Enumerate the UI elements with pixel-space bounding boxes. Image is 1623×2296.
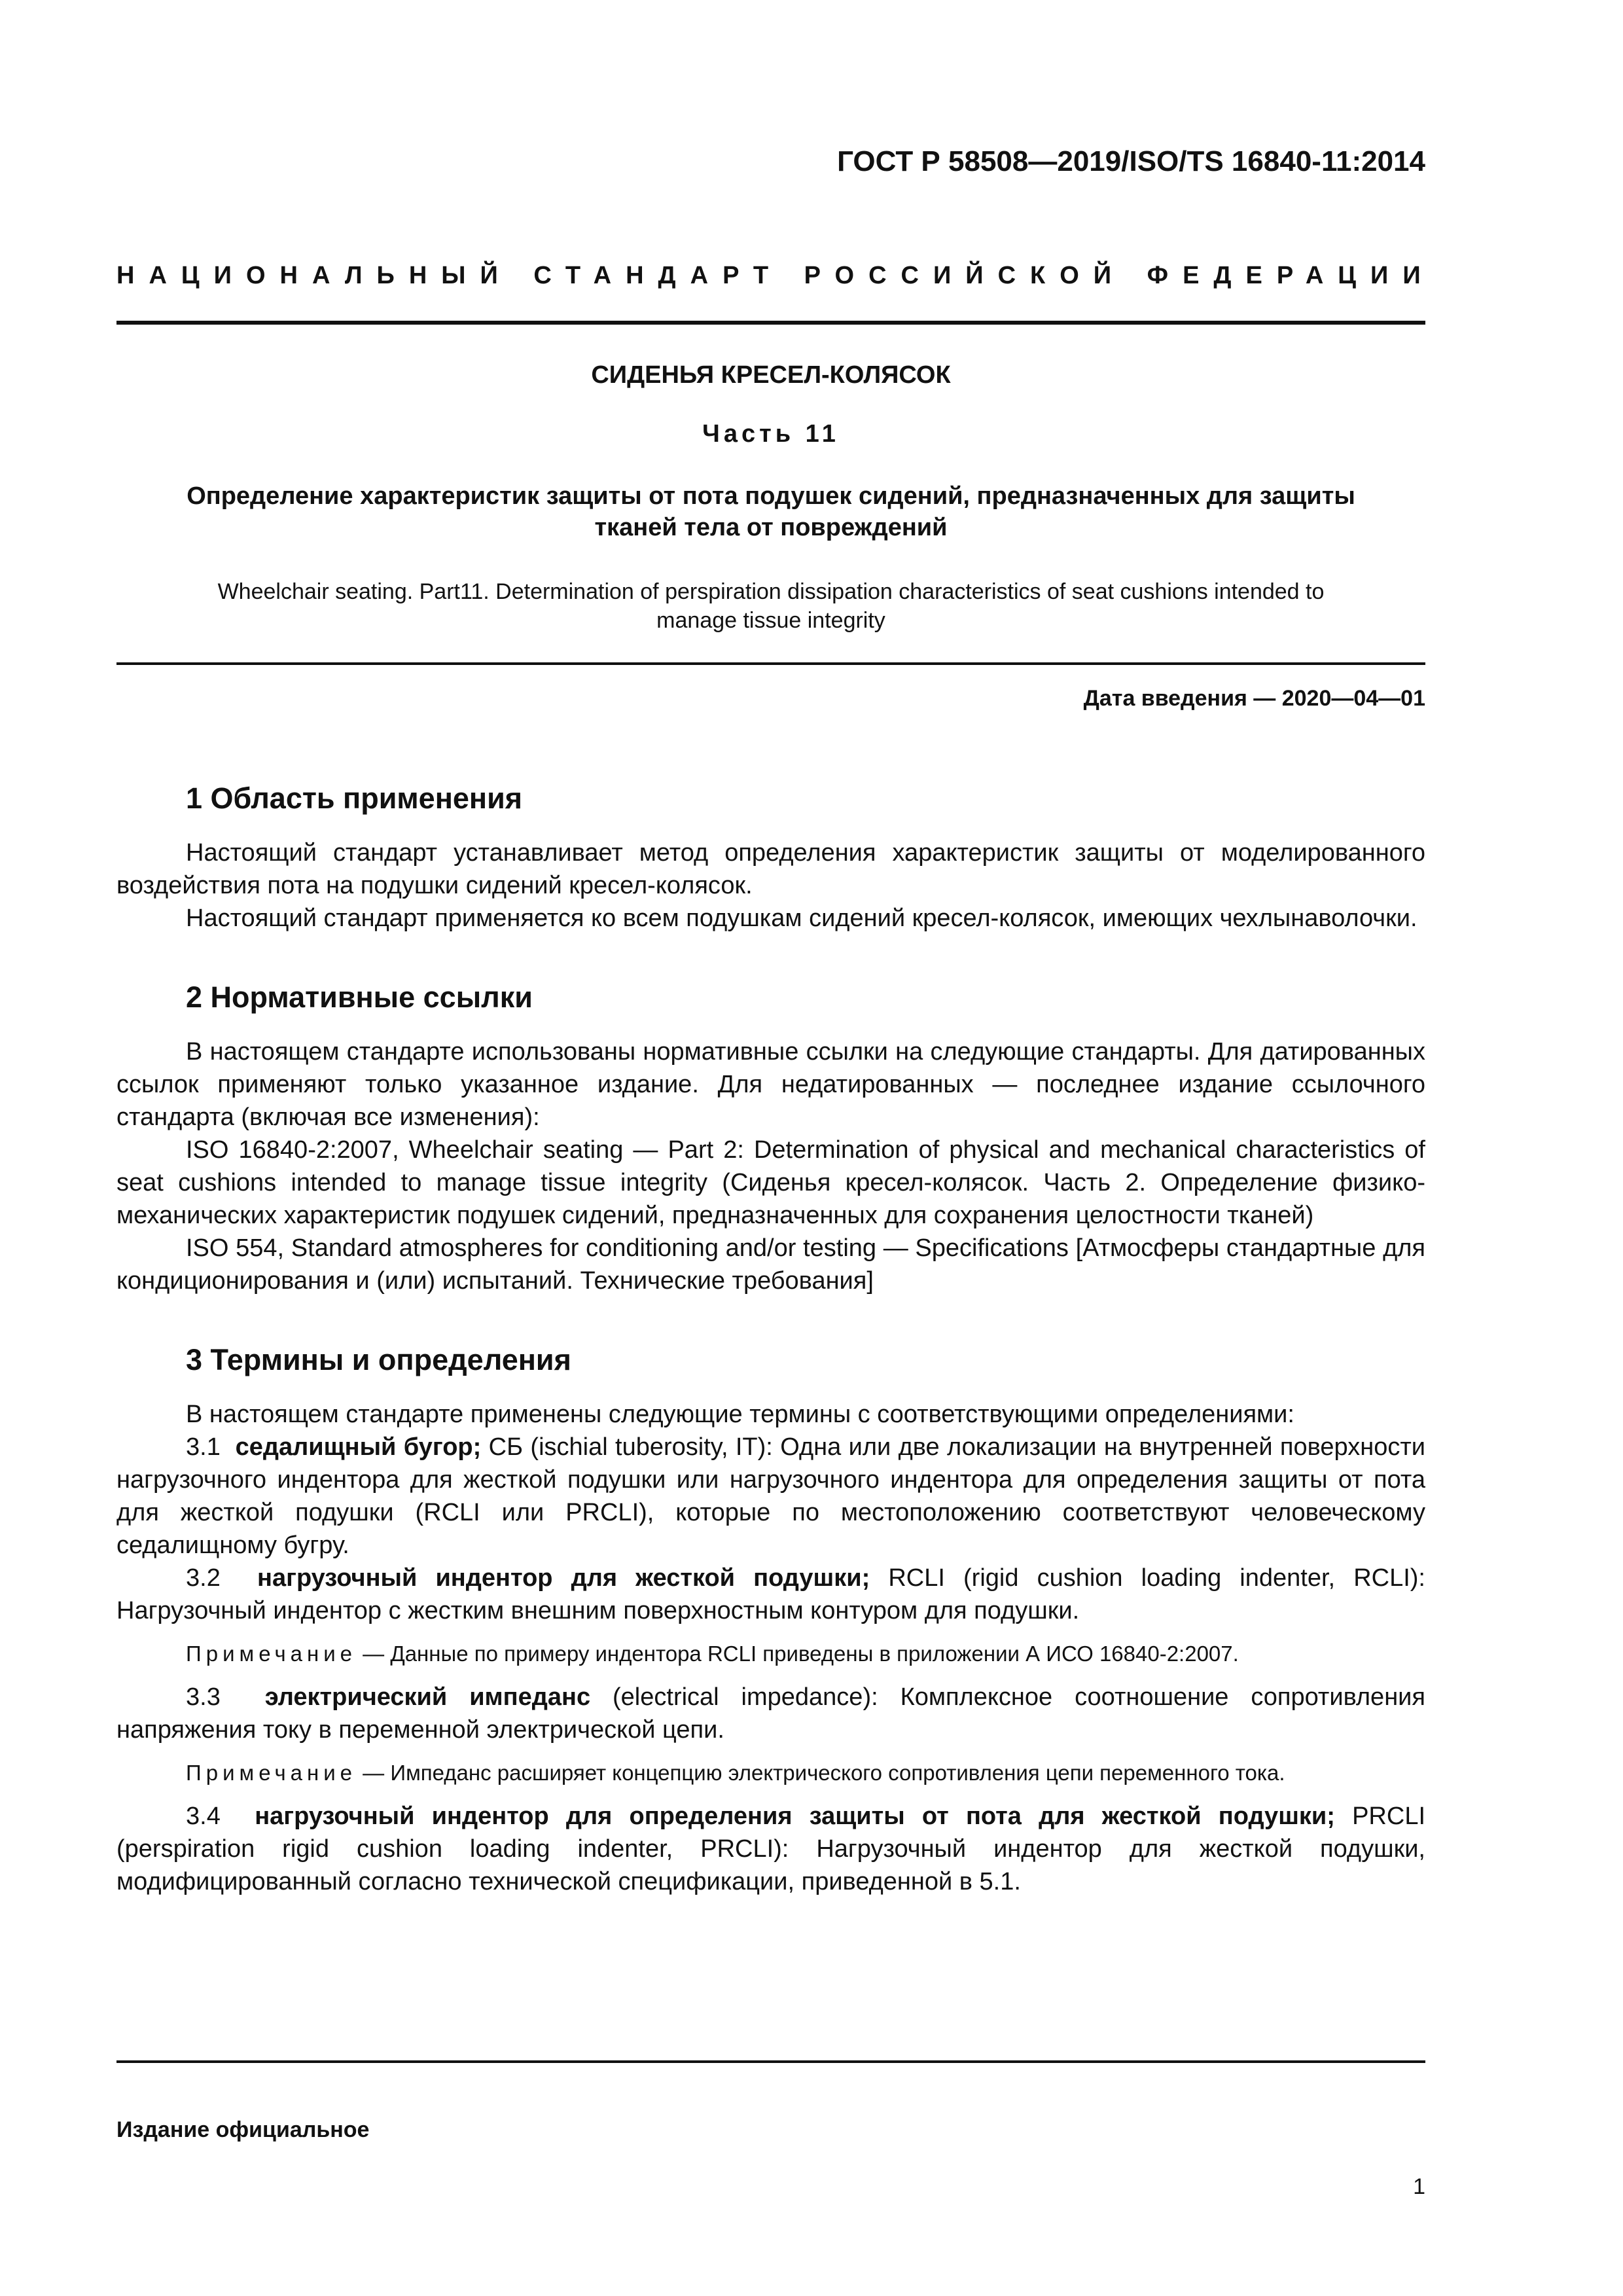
- part-label: Часть 11: [702, 420, 840, 448]
- section-1-heading: 1 Область применения: [186, 781, 523, 815]
- subtitle-line-2: тканей тела от повреждений: [594, 514, 948, 541]
- section-2-paragraph: В настоящем стандарте использованы нормативные ссылки на следующие стандарты. Для датированных ссылок применяют только указанное издание. Для недатированных — последнее издание ссылочного стандарта (включая все изменения):: [116, 1038, 1425, 1131]
- term-name: седалищный бугор;: [235, 1433, 482, 1461]
- note-text: — Данные по примеру индентора RCLI приведены в приложении А ИСО 16840-2:2007.: [357, 1641, 1239, 1666]
- english-title-line-1: Wheelchair seating. Part11. Determination of perspiration dissipation characteristics of seat cushions intended to: [217, 579, 1325, 604]
- term-name: нагрузочный индентор для определения защиты от пота для жесткой подушки;: [255, 1803, 1335, 1830]
- document-subtitle: [116, 480, 1425, 543]
- term-number: 3.4: [186, 1803, 221, 1830]
- section-spacer: [116, 1297, 1425, 1340]
- document-title: СИДЕНЬЯ КРЕСЕЛ-КОЛЯСОК: [591, 361, 951, 389]
- term-definition: RCLI (rigid cushion loading indenter, RCLI): Нагрузочный индентор с жестким внешним поверхностным контуром для подушки.: [116, 1564, 1425, 1624]
- page-number: 1: [1413, 2174, 1425, 2199]
- term-name: нагрузочный индентор для жесткой подушки;: [257, 1564, 870, 1592]
- reference-iso-16840-2: ISO 16840-2:2007, Wheelchair seating — Part 2: Determination of physical and mechanical characteristics of seat cushions intended to manage tissue integrity (Сиденья кресел-колясок. Часть 2. Определение физико-механических характеристик подушек сидений, предназначенных для сохранения целостности тканей): [116, 1136, 1425, 1229]
- note-text: — Импеданс расширяет концепцию электрического сопротивления цепи переменного тока.: [357, 1761, 1285, 1785]
- footer-divider: [116, 2060, 1425, 2063]
- subtitle-line-1: Определение характеристик защиты от пота подушек сидений, предназначенных для защиты: [187, 482, 1355, 510]
- term-number: 3.1: [186, 1433, 221, 1461]
- section-3-heading: 3 Термины и определения: [186, 1343, 571, 1376]
- reference-iso-554: ISO 554, Standard atmospheres for conditioning and/or testing — Specifications [Атмосферы стандартные для кондиционирования и (или) испытаний. Технические требования]: [116, 1234, 1425, 1295]
- title-divider: [116, 662, 1425, 665]
- english-title: [162, 577, 1380, 635]
- section-3-intro: В настоящем стандарте применены следующие термины с соответствующими определениями:: [186, 1401, 1294, 1428]
- english-title-line-2: manage tissue integrity: [656, 608, 885, 633]
- section-1-paragraph: Настоящий стандарт устанавливает метод определения характеристик защиты от моделированного воздействия пота на подушки сидений кресел-колясок.: [116, 839, 1425, 899]
- term-name: электрический импеданс: [264, 1683, 591, 1711]
- note-label: Примечание: [186, 1761, 357, 1785]
- official-edition-label: Издание официальное: [116, 2117, 370, 2142]
- note-label: Примечание: [186, 1641, 357, 1666]
- term-definition: (electrical impedance): Комплексное соотношение сопротивления напряжения току в переменной электрической цепи.: [116, 1683, 1425, 1744]
- note-3-2: [116, 1639, 1425, 1669]
- section-2-heading: 2 Нормативные ссылки: [186, 980, 533, 1014]
- header-divider: [116, 321, 1425, 325]
- introduction-date: Дата введения — 2020—04—01: [1083, 686, 1425, 711]
- term-3-3: [116, 1681, 1425, 1746]
- section-spacer: [116, 935, 1425, 978]
- term-3-1: [116, 1431, 1425, 1562]
- term-number: 3.2: [186, 1564, 221, 1592]
- term-definition: СБ (ischial tuberosity, IT): Одна или две локализации на внутренней поверхности нагрузочного индентора для жесткой подушки или нагрузочного индентора для определения защиты от пота для жесткой подушки (RCLI или PRCLI), которые по местоположению соответствуют человеческому седалищному бугру.: [116, 1433, 1425, 1559]
- term-3-4: [116, 1800, 1425, 1898]
- note-3-3: [116, 1758, 1425, 1788]
- term-3-2: [116, 1562, 1425, 1627]
- standard-code: ГОСТ Р 58508—2019/ISO/TS 16840-11:2014: [837, 145, 1425, 177]
- term-definition: PRCLI (perspiration rigid cushion loading indenter, PRCLI): Нагрузочный индентор для жесткой подушки, модифицированный согласно технической спецификации, приведенной в 5.1.: [116, 1803, 1426, 1895]
- term-number: 3.3: [186, 1683, 221, 1711]
- section-1-paragraph: Настоящий стандарт применяется ко всем подушкам сидений кресел-колясок, имеющих чехлынаволочки.: [186, 905, 1418, 932]
- national-standard-title: НАЦИОНАЛЬНЫЙ СТАНДАРТ РОССИЙСКОЙ ФЕДЕРАЦИИ: [116, 262, 1435, 289]
- document-body: [116, 779, 1425, 1898]
